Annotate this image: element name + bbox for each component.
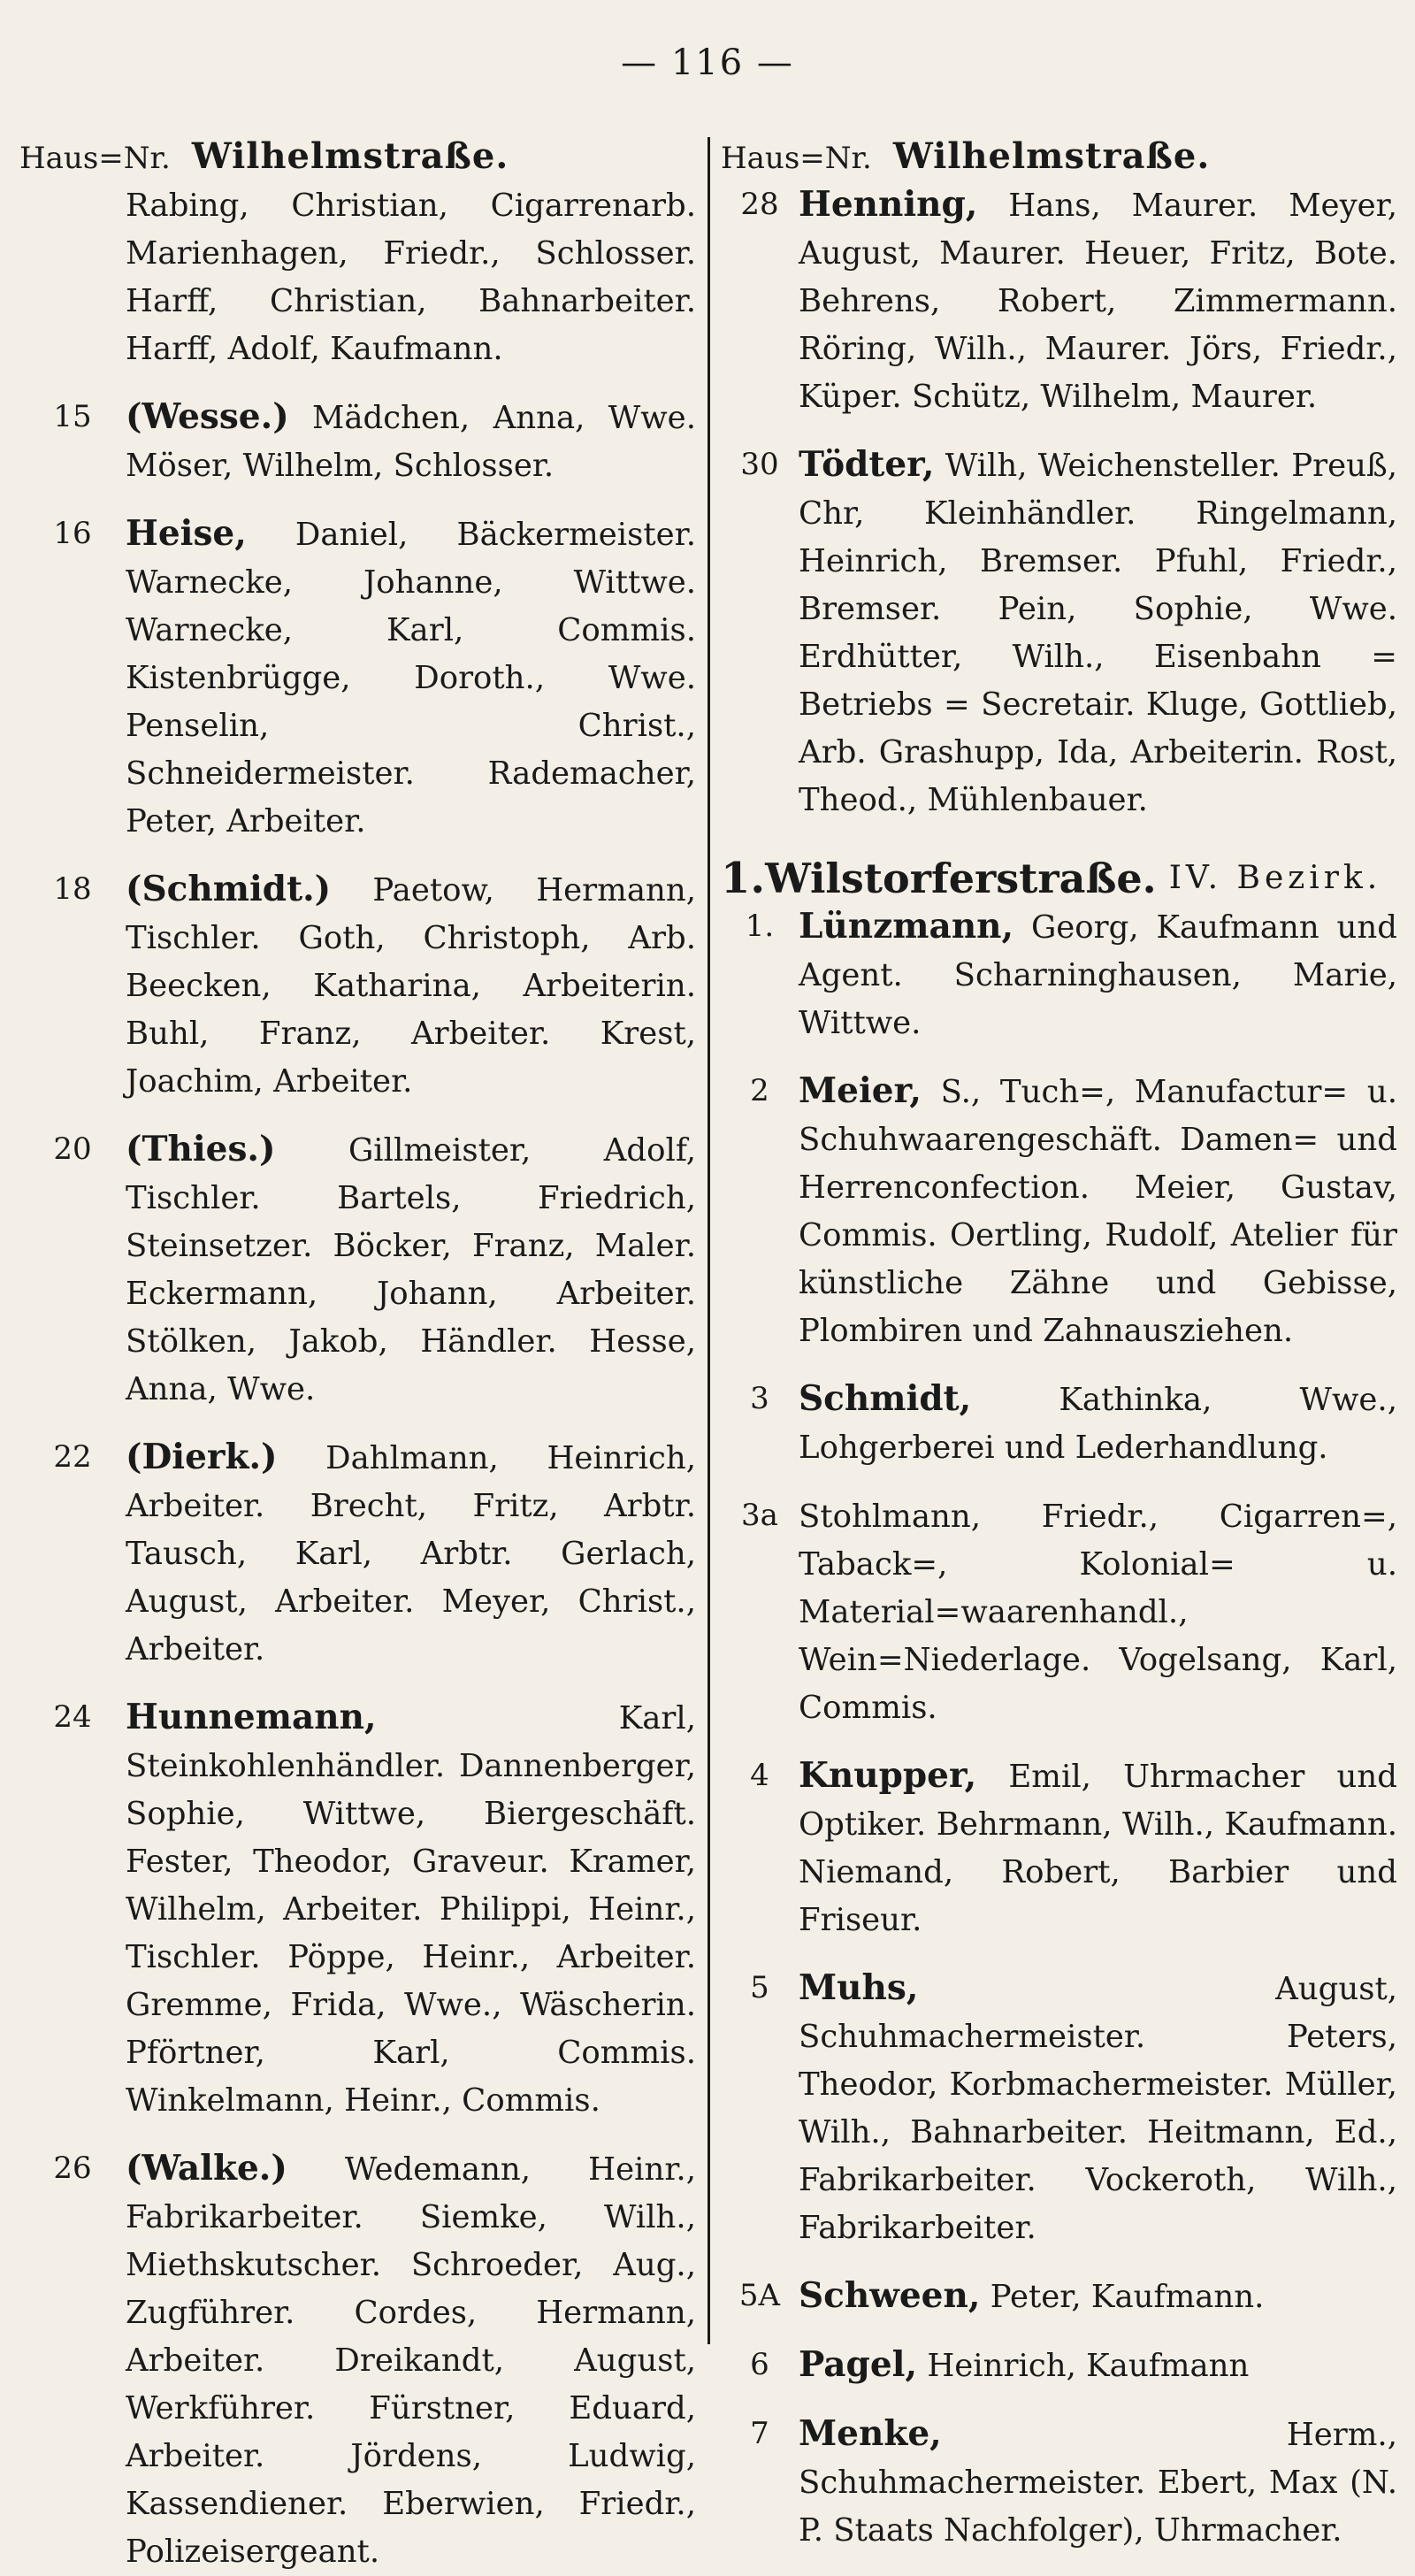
owner-name: Hunnemann, (126, 1697, 377, 1737)
house-entry (721, 1752, 1397, 1944)
entry-text (126, 180, 696, 373)
house-entry (721, 2272, 1397, 2321)
house-entry (721, 2341, 1397, 2390)
house-number: 15 (53, 399, 92, 434)
resident-list: Kathinka, Wwe., Lohgerberei und Lederhandlung. (799, 1382, 1397, 1466)
resident-list: Dahlmann, Heinrich, Arbeiter. Brecht, Fritz, Arbtr. Tausch, Karl, Arbtr. Gerlach, August, Arbeiter. Meyer, Christ., Arbeiter. (126, 1440, 696, 1668)
house-number: 3a (741, 1498, 778, 1533)
resident-list: Emil, Uhrmacher und Optiker. Behrmann, Wilh., Kaufmann. Niemand, Robert, Barbier und Friseur. (799, 1759, 1397, 1938)
resident-list: August, Schuhmachermeister. Peters, Theodor, Korbmachermeister. Müller, Wilh., Bahnarbeiter. Heitmann, Ed., Fabrikarbeiter. Vockeroth, Wilh., Fabrikarbeiter. (799, 1971, 1397, 2246)
house-number: 7 (750, 2416, 769, 2451)
resident-list: Rabing, Christian, Cigarrenarb. Marienhagen, Friedr., Schlosser. Harff, Christian, Bahnarbeiter. Harff, Adolf, Kaufmann. (126, 188, 696, 367)
owner-name: Heise, (126, 513, 247, 554)
house-entry (19, 1433, 696, 1674)
house-entry (721, 180, 1397, 421)
left-column (19, 133, 696, 2576)
resident-list: Heinrich, Kaufmann (927, 2348, 1250, 2384)
house-entry (721, 1375, 1397, 1472)
house-entry (19, 865, 696, 1106)
owner-name: Pagel, (799, 2344, 918, 2385)
house-number-label: Haus=Nr. (721, 141, 872, 176)
right-column-header (721, 133, 1397, 180)
house-number: 6 (750, 2347, 769, 2382)
house-entry (721, 2410, 1397, 2555)
house-number: 28 (740, 187, 779, 222)
house-entry (19, 1125, 696, 1414)
house-number (19, 180, 126, 373)
resident-list: Wilh, Weichensteller. Preuß, Chr, Kleinhändler. Ringelmann, Heinrich, Bremser. Pfuhl, Friedr., Bremser. Pein, Sophie, Wwe. Erdhütter, Wilh., Eisenbahn = Betriebs = Secretair. Kluge, Gottlieb, Arb. Grashupp, Ida, Arbeiterin. Rost, Theod., Mühlenbauer. (799, 448, 1397, 818)
owner-name: (Walke.) (126, 2148, 287, 2189)
entry-text (126, 865, 696, 1106)
entry-text (799, 441, 1397, 824)
owner-name: Lünzmann, (799, 906, 1014, 947)
entry-text (126, 2144, 696, 2576)
street-name: Wilhelmstraße. (892, 135, 1211, 177)
owner-name: Schmidt, (799, 1378, 972, 1419)
house-number: 24 (53, 1699, 92, 1735)
resident-list: Herm., Schuhmachermeister. Ebert, Max (N. P. Staats Nachfolger), Uhrmacher. (799, 2417, 1397, 2549)
owner-name: (Schmidt.) (126, 869, 332, 909)
entry-text (126, 510, 696, 846)
house-number: 3 (750, 1381, 769, 1416)
entry-text (126, 1693, 696, 2125)
entry-text (799, 180, 1397, 421)
entry-text (126, 1125, 696, 1414)
house-entry (721, 441, 1397, 824)
house-number-label: Haus=Nr. (19, 141, 171, 176)
house-number: 16 (53, 516, 92, 551)
house-entry (721, 1964, 1397, 2252)
house-number: 2 (750, 1073, 769, 1108)
house-number: 18 (53, 871, 92, 907)
entry-text (799, 2341, 1397, 2390)
house-number: 5A (738, 2278, 781, 2313)
section-district: IV. Bezirk. (1168, 860, 1382, 896)
resident-list: Mädchen, Anna, Wwe. Möser, Wilhelm, Schlosser. (126, 400, 696, 484)
house-entry (19, 2144, 696, 2576)
left-entry-list (19, 180, 696, 2576)
entry-text (799, 1375, 1397, 1472)
house-entry (19, 393, 696, 490)
resident-list: Gillmeister, Adolf, Tischler. Bartels, Friedrich, Steinsetzer. Böcker, Franz, Maler. Eckermann, Johann, Arbeiter. Stölken, Jakob, Händler. Hesse, Anna, Wwe. (126, 1132, 696, 1407)
right-entry-list (721, 180, 1397, 824)
resident-list: Peter, Kaufmann. (990, 2279, 1265, 2315)
entry-text (126, 393, 696, 490)
page-number: — 116 — (621, 42, 794, 83)
house-entry (721, 902, 1397, 1047)
owner-name: Tödter, (799, 444, 935, 485)
owner-name: Muhs, (799, 1967, 919, 2008)
resident-list: Paetow, Hermann, Tischler. Goth, Christoph, Arb. Beecken, Katharina, Arbeiterin. Buhl, Franz, Arbeiter. Krest, Joachim, Arbeiter. (126, 872, 696, 1100)
owner-name: Knupper, (799, 1755, 977, 1796)
entry-text (799, 2272, 1397, 2321)
section-entry-list (721, 902, 1397, 2555)
house-entry (19, 180, 696, 373)
house-number: 4 (750, 1758, 769, 1793)
right-column (721, 133, 1397, 2555)
entry-text (799, 902, 1397, 1047)
house-number: 20 (53, 1131, 92, 1167)
entry-text (126, 1433, 696, 1674)
house-number: 30 (740, 447, 779, 482)
resident-list: Stohlmann, Friedr., Cigarren=, Taback=, Kolonial= u. Material=waarenhandl., Wein=Niederlage. Vogelsang, Karl, Commis. (799, 1499, 1397, 1726)
house-entry (721, 1067, 1397, 1355)
entry-text (799, 1964, 1397, 2252)
owner-name: (Dierk.) (126, 1437, 278, 1477)
section-heading (721, 839, 1397, 902)
resident-list: S., Tuch=, Manufactur= u. Schuhwaarengeschäft. Damen= und Herrenconfection. Meier, Gustav, Commis. Oertling, Rudolf, Atelier für künstliche Zähne und Gebisse, Plombiren und Zahnausziehen. (799, 1074, 1397, 1349)
house-number: 5 (750, 1970, 769, 2005)
resident-list: Wedemann, Heinr., Fabrikarbeiter. Siemke, Wilh., Miethskutscher. Schroeder, Aug., Zugführer. Cordes, Hermann, Arbeiter. Dreikandt, August, Werkführer. Fürstner, Eduard, Arbeiter. Jördens, Ludwig, Kassendiener. Eberwien, Friedr., Polizeisergeant. (126, 2151, 696, 2570)
owner-name: (Wesse.) (126, 396, 289, 437)
resident-list: Daniel, Bäckermeister. Warnecke, Johanne, Wittwe. Warnecke, Karl, Commis. Kistenbrügge, Doroth., Wwe. Penselin, Christ., Schneidermeister. Rademacher, Peter, Arbeiter. (126, 517, 696, 840)
house-entry (721, 1491, 1397, 1732)
section-number: 1. (721, 854, 766, 903)
resident-list: Georg, Kaufmann und Agent. Scharninghausen, Marie, Wittwe. (799, 909, 1397, 1041)
street-name: Wilhelmstraße. (191, 135, 509, 177)
house-number: 26 (53, 2150, 92, 2186)
owner-name: Meier, (799, 1070, 922, 1111)
house-number: 22 (53, 1439, 92, 1475)
house-number: 1. (745, 908, 775, 944)
entry-text (799, 1491, 1397, 1732)
entry-text (799, 1067, 1397, 1355)
house-entry (19, 510, 696, 846)
resident-list: Karl, Steinkohlenhändler. Dannenberger, Sophie, Wittwe, Biergeschäft. Fester, Theodor, Graveur. Kramer, Wilhelm, Arbeiter. Philippi, Heinr., Tischler. Pöppe, Heinr., Arbeiter. Gremme, Frida, Wwe., Wäscherin. Pförtner, Karl, Commis. Winkelmann, Heinr., Commis. (126, 1700, 696, 2119)
section-street: Wilstorferstraße. (765, 855, 1157, 902)
owner-name: Menke, (799, 2413, 942, 2454)
entry-text (799, 2410, 1397, 2555)
resident-list: Hans, Maurer. Meyer, August, Maurer. Heuer, Fritz, Bote. Behrens, Robert, Zimmermann. Röring, Wilh., Maurer. Jörs, Friedr., Küper. Schütz, Wilhelm, Maurer. (799, 188, 1397, 415)
left-column-header (19, 133, 696, 180)
column-divider (708, 137, 710, 2344)
owner-name: Henning, (799, 184, 978, 225)
owner-name: Schween, (799, 2275, 981, 2316)
entry-text (799, 1752, 1397, 1944)
house-entry (19, 1693, 696, 2125)
owner-name: (Thies.) (126, 1129, 276, 1169)
